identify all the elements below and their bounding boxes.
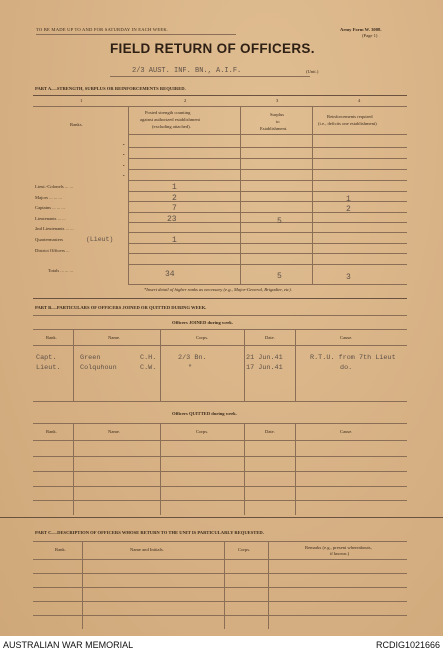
footer-bar bbox=[0, 636, 443, 654]
joined-rank: Capt. bbox=[36, 354, 57, 362]
col-number-3: 3 bbox=[276, 98, 279, 103]
partc-col-rank: Rank. bbox=[55, 547, 66, 552]
joined-col-corps: Corps. bbox=[196, 335, 209, 340]
form-number: Army Form W. 3008. bbox=[340, 27, 382, 32]
rank-label: District Officers ... bbox=[35, 248, 70, 253]
col-number-2: 2 bbox=[184, 98, 187, 103]
posted-value: 2 bbox=[172, 194, 177, 203]
col3-header-line: Establishment. bbox=[260, 126, 288, 131]
posted-value: 23 bbox=[167, 215, 177, 224]
joined-name: Colquhoun bbox=[80, 364, 117, 372]
joined-rank: Lieut. bbox=[36, 364, 61, 372]
col-number-1: 1 bbox=[80, 98, 83, 103]
quitted-col-cause: Cause. bbox=[340, 429, 353, 434]
totals-posted: 34 bbox=[165, 270, 175, 279]
rank-label: Lieutenants ... ... bbox=[35, 216, 66, 221]
joined-cause: R.T.U. from 7th Lieut bbox=[310, 354, 396, 362]
page-number: (Page 1) bbox=[362, 33, 378, 38]
rank-label: Quartermasters bbox=[35, 237, 64, 242]
totals-label: Totals ... ... ... bbox=[48, 268, 73, 273]
rank-label: Captains ... ... ... bbox=[35, 205, 65, 210]
part-a-heading: PART A.—STRENGTH, SURPLUS OR REINFORCEMENTS REQUIRED. bbox=[35, 86, 186, 91]
surplus-value: 5 bbox=[277, 217, 282, 226]
joined-initials: C.H. bbox=[140, 354, 157, 362]
partc-col-remarks-2: if known.) bbox=[330, 551, 350, 556]
joined-name: Green bbox=[80, 354, 101, 362]
col3-header-line: Surplus bbox=[270, 112, 285, 117]
col-number-4: 4 bbox=[358, 98, 361, 103]
rank-label: Majors ... ... ... bbox=[35, 195, 62, 200]
blank-rank-dot: • bbox=[123, 173, 125, 178]
partc-col-remarks: Remarks (e.g., present whereabouts, bbox=[305, 545, 372, 550]
joined-col-date: Date. bbox=[265, 335, 275, 340]
joined-corps: 2/3 Bn. bbox=[178, 354, 207, 362]
quitted-col-date: Date. bbox=[265, 429, 275, 434]
joined-title: Officers JOINED during week. bbox=[172, 320, 233, 325]
top-note: TO BE MADE UP TO AND FOR SATURDAY IN EACH WEEK. bbox=[36, 27, 169, 32]
partc-col-corps: Corps. bbox=[238, 547, 251, 552]
totals-reinf: 3 bbox=[346, 273, 351, 282]
reinf-value: 2 bbox=[346, 205, 351, 214]
reinf-value: 1 bbox=[346, 195, 351, 204]
joined-cause: do. bbox=[340, 364, 353, 372]
unit-label: (Unit.) bbox=[306, 69, 319, 74]
blank-rank-dot: • bbox=[123, 163, 125, 168]
joined-col-rank: Rank. bbox=[46, 335, 57, 340]
joined-col-cause: Cause. bbox=[340, 335, 353, 340]
quitted-col-rank: Rank. bbox=[46, 429, 57, 434]
partc-col-name: Name and Initials. bbox=[130, 547, 164, 552]
joined-col-name: Name. bbox=[108, 335, 121, 340]
qm-note: (Lieut) bbox=[86, 236, 114, 243]
col2-header-line: Posted strength counting bbox=[145, 110, 191, 115]
unit-value: 2/3 AUST. INF. BN., A.I.F. bbox=[132, 67, 242, 75]
footnote: *Insert detail of higher ranks as necessary (e.g., Major-General, Brigadier, etc). bbox=[144, 287, 292, 292]
rank-label: Lieut.-Colonels ... ... bbox=[35, 184, 73, 189]
joined-date: 21 Jun.41 bbox=[246, 354, 283, 362]
blank-rank-dot: • bbox=[123, 152, 125, 157]
posted-value: 7 bbox=[172, 204, 177, 213]
footer-left: AUSTRALIAN WAR MEMORIAL bbox=[3, 640, 134, 650]
posted-value: 1 bbox=[172, 183, 177, 192]
rank-label: 2nd Lieutenants ... ... bbox=[35, 226, 74, 231]
part-b-heading: PART B.—PARTICULARS OF OFFICERS JOINED OR QUITTED DURING WEEK. bbox=[35, 305, 207, 310]
joined-date: 17 Jun.41 bbox=[246, 364, 283, 372]
quitted-title: Officers QUITTED during week. bbox=[172, 411, 237, 416]
quitted-col-name: Name. bbox=[108, 429, 121, 434]
joined-corps: " bbox=[188, 364, 193, 372]
part-c-heading: PART C.—DESCRIPTION OF OFFICERS WHOSE RETURN TO THE UNIT IS PARTICULARLY REQUESTED. bbox=[35, 530, 264, 535]
col2-header-line: (excluding attached). bbox=[152, 124, 191, 129]
col4-header-line: Reinforcements required bbox=[327, 114, 373, 119]
totals-surplus: 5 bbox=[277, 272, 282, 281]
joined-initials: C.W. bbox=[140, 364, 157, 372]
page-title: FIELD RETURN OF OFFICERS. bbox=[110, 41, 315, 56]
blank-rank-dot: • bbox=[123, 142, 125, 147]
col2-header-line: against authorized establishment bbox=[140, 117, 200, 122]
col3-header-line: to bbox=[276, 119, 280, 124]
col4-header-line: (i.e., deficits one establishment) bbox=[318, 121, 377, 126]
footer-right: RCDIG1021666 bbox=[375, 640, 440, 650]
quitted-col-corps: Corps. bbox=[196, 429, 209, 434]
col-ranks-header: Ranks. bbox=[70, 122, 83, 127]
posted-value: 1 bbox=[172, 236, 177, 245]
